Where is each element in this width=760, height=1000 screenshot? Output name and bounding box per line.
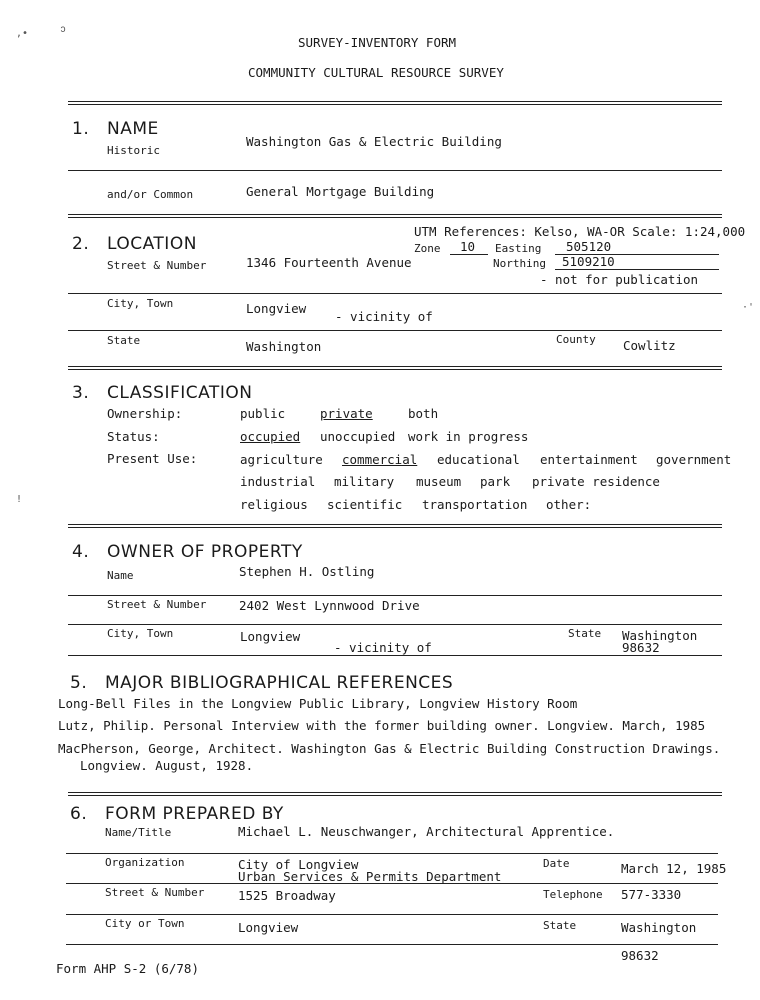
- date-value: March 12, 1985: [621, 861, 727, 876]
- location-state-value: Washington: [246, 339, 322, 354]
- vicinity-of: - vicinity of: [334, 640, 432, 655]
- field-label: Present Use:: [107, 451, 198, 466]
- option: government: [656, 452, 732, 467]
- owner-zip-value: 98632: [622, 640, 660, 655]
- scan-speck: ↄ: [60, 24, 67, 35]
- form-subtitle: COMMUNITY CULTURAL RESOURCE SURVEY: [248, 65, 504, 80]
- field-label: Name/Title: [105, 826, 172, 839]
- field-label: City, Town: [107, 627, 174, 640]
- divider: [68, 624, 722, 625]
- option: private residence: [532, 474, 660, 489]
- bibliography-entry-continued: Longview. August, 1928.: [80, 758, 254, 773]
- field-label: City, Town: [107, 297, 174, 310]
- section-title: LOCATION: [107, 234, 197, 254]
- divider: [68, 792, 722, 796]
- scan-speck: ·': [742, 302, 755, 313]
- divider: [68, 524, 722, 528]
- organization-dept-value: Urban Services & Permits Department: [238, 869, 502, 884]
- owner-street-value: 2402 West Lynnwood Drive: [239, 598, 420, 613]
- field-label: Telephone: [543, 888, 603, 901]
- option: transportation: [422, 497, 528, 512]
- northing-value: 5109210: [562, 254, 615, 269]
- telephone-value: 577-3330: [621, 887, 682, 902]
- field-label: County: [556, 333, 596, 346]
- option: public: [240, 406, 286, 421]
- common-name-value: General Mortgage Building: [246, 184, 435, 199]
- divider: [66, 853, 718, 854]
- location-city-value: Longview: [246, 301, 307, 316]
- option: agriculture: [240, 452, 323, 467]
- field-label: Status:: [107, 429, 160, 444]
- bibliography-entry: Long-Bell Files in the Longview Public Library, Longview History Room: [58, 696, 578, 711]
- field-label: Historic: [107, 144, 160, 157]
- field-label: Zone: [414, 242, 441, 255]
- form-number: Form AHP S-2 (6/78): [56, 961, 199, 976]
- option: museum: [416, 474, 462, 489]
- field-label: Organization: [105, 856, 185, 869]
- option: educational: [437, 452, 520, 467]
- divider: [68, 101, 722, 105]
- field-label: State: [107, 334, 141, 347]
- option: industrial: [240, 474, 316, 489]
- field-label: and/or Common: [107, 188, 194, 201]
- section-number: 3.: [72, 383, 90, 403]
- option: other:: [546, 497, 592, 512]
- easting-value: 505120: [566, 239, 612, 254]
- fill-line: [450, 254, 488, 255]
- section-number: 5.: [70, 673, 88, 693]
- option: religious: [240, 497, 308, 512]
- section-number: 2.: [72, 234, 90, 254]
- divider: [68, 330, 722, 331]
- option-selected: commercial: [342, 452, 418, 467]
- vicinity-of: - vicinity of: [335, 309, 433, 324]
- field-label: Easting: [495, 242, 542, 255]
- bibliography-entry: MacPherson, George, Architect. Washington Gas & Electric Building Construction Drawings.: [58, 741, 721, 756]
- divider: [66, 883, 718, 884]
- bibliography-entry: Lutz, Philip. Personal Interview with the former building owner. Longview. March, 1985: [58, 718, 706, 733]
- option: military: [334, 474, 395, 489]
- field-label: Street & Number: [107, 598, 207, 611]
- option: unoccupied: [320, 429, 396, 444]
- preparer-city-value: Longview: [238, 920, 299, 935]
- preparer-street-value: 1525 Broadway: [238, 888, 336, 903]
- section-title: CLASSIFICATION: [107, 383, 253, 403]
- field-label: Name: [107, 569, 134, 582]
- preparer-state-value: Washington: [621, 920, 697, 935]
- zone-value: 10: [460, 239, 476, 254]
- option: park: [480, 474, 511, 489]
- preparer-name-value: Michael L. Neuschwanger, Architectural Apprentice.: [238, 824, 615, 839]
- field-label: Street & Number: [105, 886, 205, 899]
- owner-city-value: Longview: [240, 629, 301, 644]
- divider: [68, 214, 722, 218]
- scan-speck: ,•: [16, 28, 29, 39]
- divider: [68, 595, 722, 596]
- field-label: Date: [543, 857, 570, 870]
- section-title: FORM PREPARED BY: [105, 804, 284, 824]
- divider: [68, 655, 722, 656]
- scan-speck: !: [16, 494, 23, 505]
- divider: [68, 366, 722, 370]
- location-street-value: 1346 Fourteenth Avenue: [246, 255, 412, 270]
- option: scientific: [327, 497, 403, 512]
- divider: [68, 170, 722, 171]
- field-label: Street & Number: [107, 259, 207, 272]
- section-number: 6.: [70, 804, 88, 824]
- form-title: SURVEY-INVENTORY FORM: [298, 35, 457, 50]
- option-selected: occupied: [240, 429, 301, 444]
- section-number: 1.: [72, 119, 90, 139]
- fill-line: [555, 269, 719, 270]
- field-label: City or Town: [105, 917, 185, 930]
- utm-references: UTM References: Kelso, WA-OR Scale: 1:24,000: [414, 224, 746, 239]
- section-title: MAJOR BIBLIOGRAPHICAL REFERENCES: [105, 673, 454, 693]
- section-number: 4.: [72, 542, 90, 562]
- field-label: State: [543, 919, 577, 932]
- option: both: [408, 406, 439, 421]
- option: work in progress: [408, 429, 529, 444]
- organization-value: City of Longview: [238, 857, 359, 872]
- option: entertainment: [540, 452, 638, 467]
- option-selected: private: [320, 406, 373, 421]
- field-label: Northing: [493, 257, 546, 270]
- historic-name-value: Washington Gas & Electric Building: [246, 134, 502, 149]
- divider: [68, 293, 722, 294]
- section-title: NAME: [107, 119, 159, 139]
- owner-name-value: Stephen H. Ostling: [239, 564, 375, 579]
- section-title: OWNER OF PROPERTY: [107, 542, 303, 562]
- field-label: State: [568, 627, 602, 640]
- owner-state-value: Washington: [622, 628, 698, 643]
- field-label: Ownership:: [107, 406, 183, 421]
- preparer-zip-value: 98632: [621, 948, 659, 963]
- not-for-publication: - not for publication: [540, 272, 699, 287]
- divider: [66, 914, 718, 915]
- divider: [66, 944, 718, 945]
- county-value: Cowlitz: [623, 338, 676, 353]
